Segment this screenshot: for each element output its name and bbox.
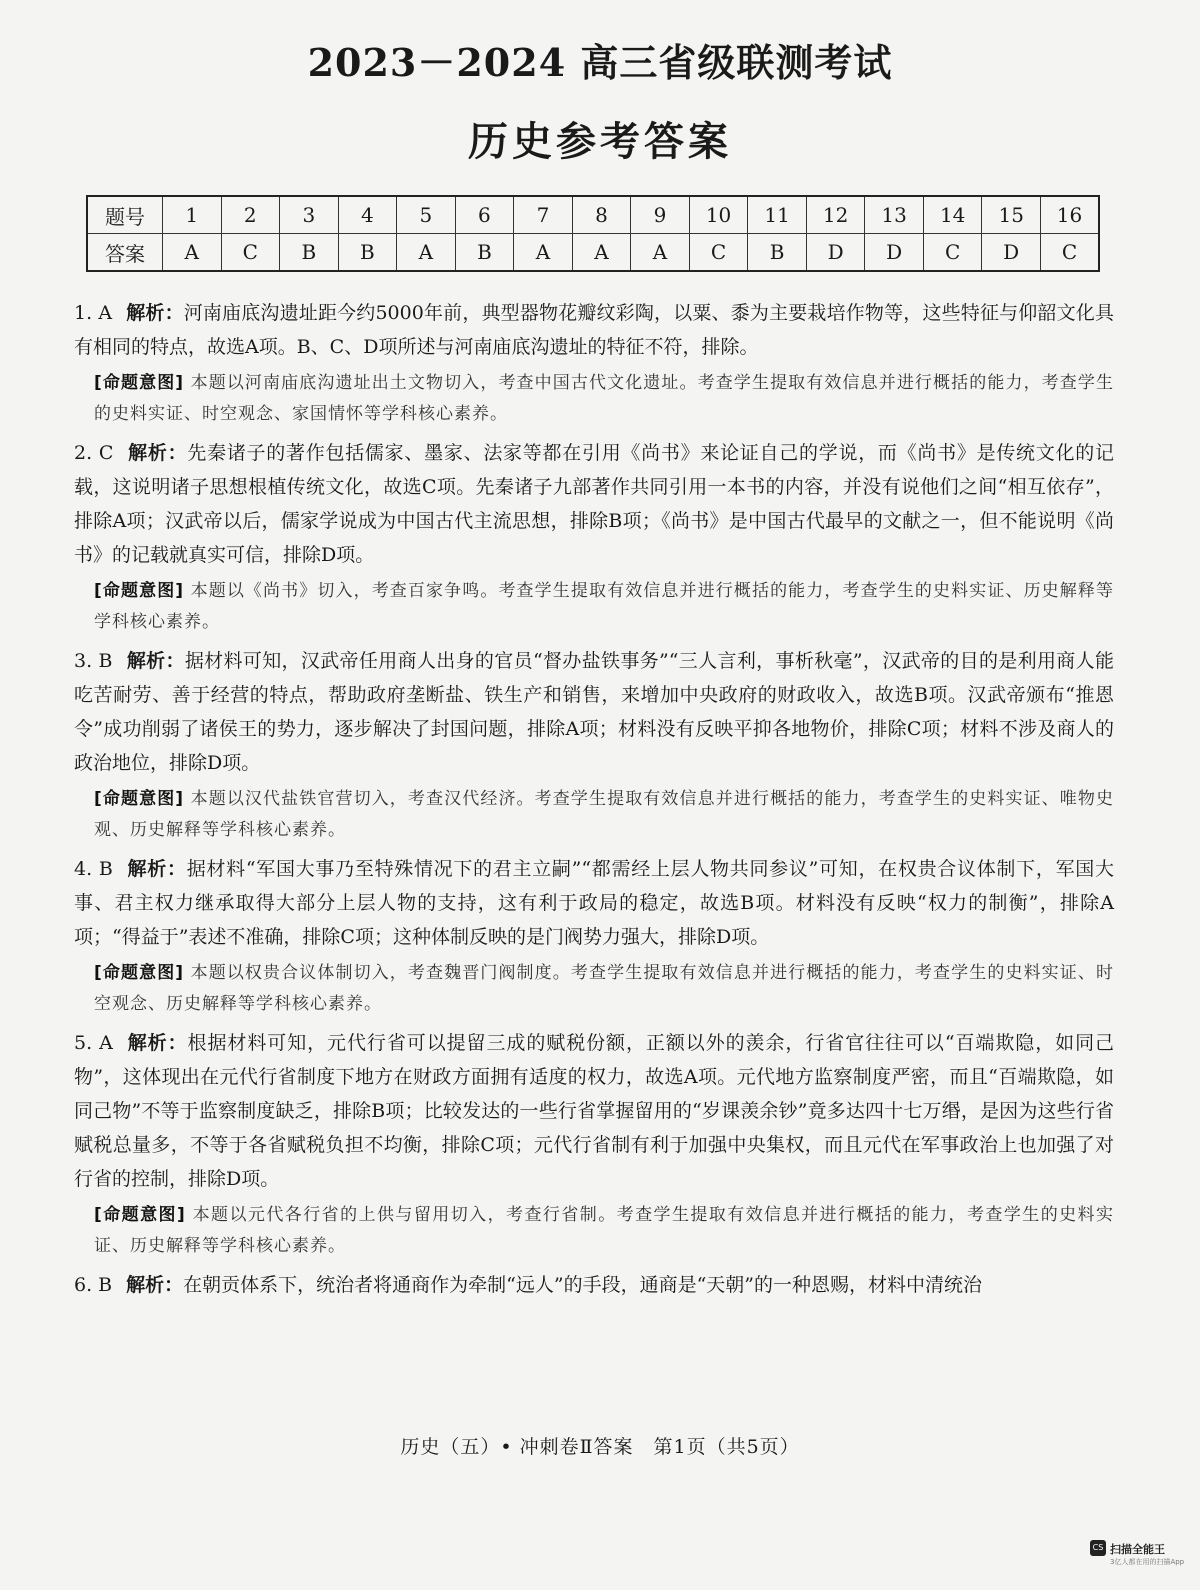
- analysis-text: 在朝贡体系下，统治者将通商作为牵制“远人”的手段，通商是“天朝”的一种恩赐，材料中清统治: [183, 1274, 983, 1296]
- explanation-item-4: [74, 852, 1114, 1020]
- intent-paragraph: [74, 1200, 1114, 1262]
- answer-cell: C: [1040, 234, 1099, 272]
- intent-label: [命题意图]: [94, 1205, 186, 1225]
- analysis-label: 解析：: [126, 302, 184, 324]
- answer-cell: B: [748, 234, 807, 272]
- analysis-paragraph: [74, 852, 1114, 954]
- analysis-label: 解析：: [126, 1274, 184, 1296]
- watermark-name: 扫描全能王: [1110, 1543, 1165, 1556]
- question-number: 8: [572, 196, 631, 234]
- answer-cell: A: [514, 234, 573, 272]
- question-number: 14: [923, 196, 982, 234]
- answer-cell: A: [631, 234, 690, 272]
- intent-label: [命题意图]: [94, 789, 185, 809]
- scanner-watermark: [1090, 1537, 1190, 1571]
- analysis-text: 据材料“军国大事乃至特殊情况下的君主立嗣”“都需经上层人物共同参议”可知，在权贵合议体制下，军国大事、君主权力继承取得大部分上层人物的支持，这有利于政局的稳定，故选B项。材料没有反映“权力的制衡”，排除A项；“得益于”表述不准确，排除C项；这种体制反映的是门阀势力强大，排除D项。: [74, 858, 1114, 948]
- intent-text: 本题以河南庙底沟遗址出土文物切入，考查中国古代文化遗址。考查学生提取有效信息并进行概括的能力，考查学生的史料实证、时空观念、家国情怀等学科核心素养。: [94, 373, 1115, 424]
- analysis-text: 河南庙底沟遗址距今约5000年前，典型器物花瓣纹彩陶，以粟、黍为主要栽培作物等，这些特征与仰韶文化具有相同的特点，故选A项。B、C、D项所述与河南庙底沟遗址的特征不符，排除。: [74, 302, 1114, 358]
- analysis-label: 解析：: [126, 1032, 188, 1054]
- answer-cell: A: [572, 234, 631, 272]
- analysis-text: 根据材料可知，元代行省可以提留三成的赋税份额，正额以外的羡余，行省官往往可以“百端欺隐，如同己物”，这体现出在元代行省制度下地方在财政方面拥有适度的权力，故选A项。元代地方监察制度严密，而且“百端欺隐，如同己物”不等于监察制度缺乏，排除B项；比较发达的一些行省掌握留用的“岁课羡余钞”竟多达四十七万缗，是因为这些行省赋税总量多，不等于各省赋税负担不均衡，排除C项；元代行省制有利于加强中央集权，而且元代在军事政治上也加强了对行省的控制，排除D项。: [74, 1032, 1114, 1190]
- analysis-label: 解析：: [126, 650, 185, 672]
- page-subtitle: 历史参考答案: [468, 118, 732, 165]
- intent-label: [命题意图]: [94, 581, 185, 601]
- question-number: 16: [1040, 196, 1099, 234]
- answer-cell: A: [163, 234, 222, 272]
- question-number: 9: [631, 196, 690, 234]
- explanation-item-6: [74, 1268, 1114, 1302]
- row-label-number: 题号: [87, 196, 163, 234]
- intent-label: [命题意图]: [94, 963, 185, 983]
- explanation-item-2: [74, 436, 1114, 638]
- intent-text: 本题以《尚书》切入，考查百家争鸣。考查学生提取有效信息并进行概括的能力，考查学生的史料实证、历史解释等学科核心素养。: [94, 581, 1115, 632]
- intent-paragraph: [74, 958, 1114, 1020]
- answer-cell: C: [221, 234, 280, 272]
- intent-paragraph: [74, 784, 1114, 846]
- analysis-text: 先秦诸子的著作包括儒家、墨家、法家等都在引用《尚书》来论证自己的学说，而《尚书》是传统文化的记载，这说明诸子思想根植传统文化，故选C项。先秦诸子九部著作共同引用一本书的内容，并没有说他们之间“相互依存”，排除A项；汉武帝以后，儒家学说成为中国古代主流思想，排除B项；《尚书》是中国古代最早的文献之一，但不能说明《尚书》的记载就真实可信，排除D项。: [74, 442, 1114, 566]
- camscanner-logo-icon: CS: [1090, 1540, 1106, 1556]
- analysis-paragraph: [74, 1026, 1114, 1196]
- question-number: 13: [865, 196, 924, 234]
- page-title: 2023－2024 高三省级联测考试: [307, 40, 893, 85]
- intent-paragraph: [74, 368, 1114, 430]
- intent-text: 本题以权贵合议体制切入，考查魏晋门阀制度。考查学生提取有效信息并进行概括的能力，考查学生的史料实证、时空观念、历史解释等学科核心素养。: [94, 963, 1115, 1014]
- question-number: 2: [221, 196, 280, 234]
- item-number: 5. A: [74, 1032, 113, 1054]
- analysis-paragraph: [74, 296, 1114, 364]
- question-number: 3: [280, 196, 339, 234]
- explanation-item-1: [74, 296, 1114, 430]
- analysis-text: 据材料可知，汉武帝任用商人出身的官员“督办盐铁事务”“三人言利，事析秋毫”，汉武帝的目的是利用商人能吃苦耐劳、善于经营的特点，帮助政府垄断盐、铁生产和销售，来增加中央政府的财政收入，故选B项。汉武帝颁布“推恩令”成功削弱了诸侯王的势力，逐步解决了封国问题，排除A项；材料没有反映平抑各地物价，排除C项；材料不涉及商人的政治地位，排除D项。: [74, 650, 1114, 774]
- analysis-paragraph: [74, 644, 1114, 780]
- question-number: 1: [163, 196, 222, 234]
- item-number: 4. B: [74, 858, 113, 880]
- question-number: 6: [455, 196, 514, 234]
- answer-cell: C: [923, 234, 982, 272]
- answer-table: [86, 195, 1100, 272]
- answer-cell: D: [982, 234, 1041, 272]
- explanation-item-3: [74, 644, 1114, 846]
- item-number: 1. A: [74, 302, 113, 324]
- answer-cell: B: [455, 234, 514, 272]
- analysis-label: 解析：: [126, 858, 187, 880]
- question-number: 15: [982, 196, 1041, 234]
- intent-label: [命题意图]: [94, 373, 185, 393]
- answer-table-answer-row: [87, 234, 1099, 272]
- row-label-answer: 答案: [87, 234, 163, 272]
- question-number: 4: [338, 196, 397, 234]
- watermark-tagline: 3亿人都在用的扫描App: [1110, 1558, 1185, 1566]
- intent-paragraph: [74, 576, 1114, 638]
- item-number: 3. B: [74, 650, 113, 672]
- answer-cell: A: [397, 234, 456, 272]
- analysis-paragraph: [74, 436, 1114, 572]
- answer-cell: C: [689, 234, 748, 272]
- analysis-paragraph: [74, 1268, 1114, 1302]
- analysis-label: 解析：: [127, 442, 188, 464]
- intent-text: 本题以汉代盐铁官营切入，考查汉代经济。考查学生提取有效信息并进行概括的能力，考查学生的史料实证、唯物史观、历史解释等学科核心素养。: [94, 789, 1115, 840]
- answer-table-number-row: [87, 196, 1099, 234]
- intent-text: 本题以元代各行省的上供与留用切入，考查行省制。考查学生提取有效信息并进行概括的能力，考查学生的史料实证、历史解释等学科核心素养。: [94, 1205, 1114, 1256]
- item-number: 6. B: [74, 1274, 113, 1296]
- question-number: 12: [806, 196, 865, 234]
- item-number: 2. C: [74, 442, 114, 464]
- question-number: 7: [514, 196, 573, 234]
- explanation-item-5: [74, 1026, 1114, 1262]
- answer-cell: D: [806, 234, 865, 272]
- page-footer: 历史（五）• 冲刺卷Ⅱ答案 第1页（共5页）: [400, 1436, 800, 1458]
- question-number: 10: [689, 196, 748, 234]
- answer-cell: B: [338, 234, 397, 272]
- answer-cell: B: [280, 234, 339, 272]
- answer-explanations: [74, 296, 1114, 1308]
- question-number: 11: [748, 196, 807, 234]
- question-number: 5: [397, 196, 456, 234]
- answer-cell: D: [865, 234, 924, 272]
